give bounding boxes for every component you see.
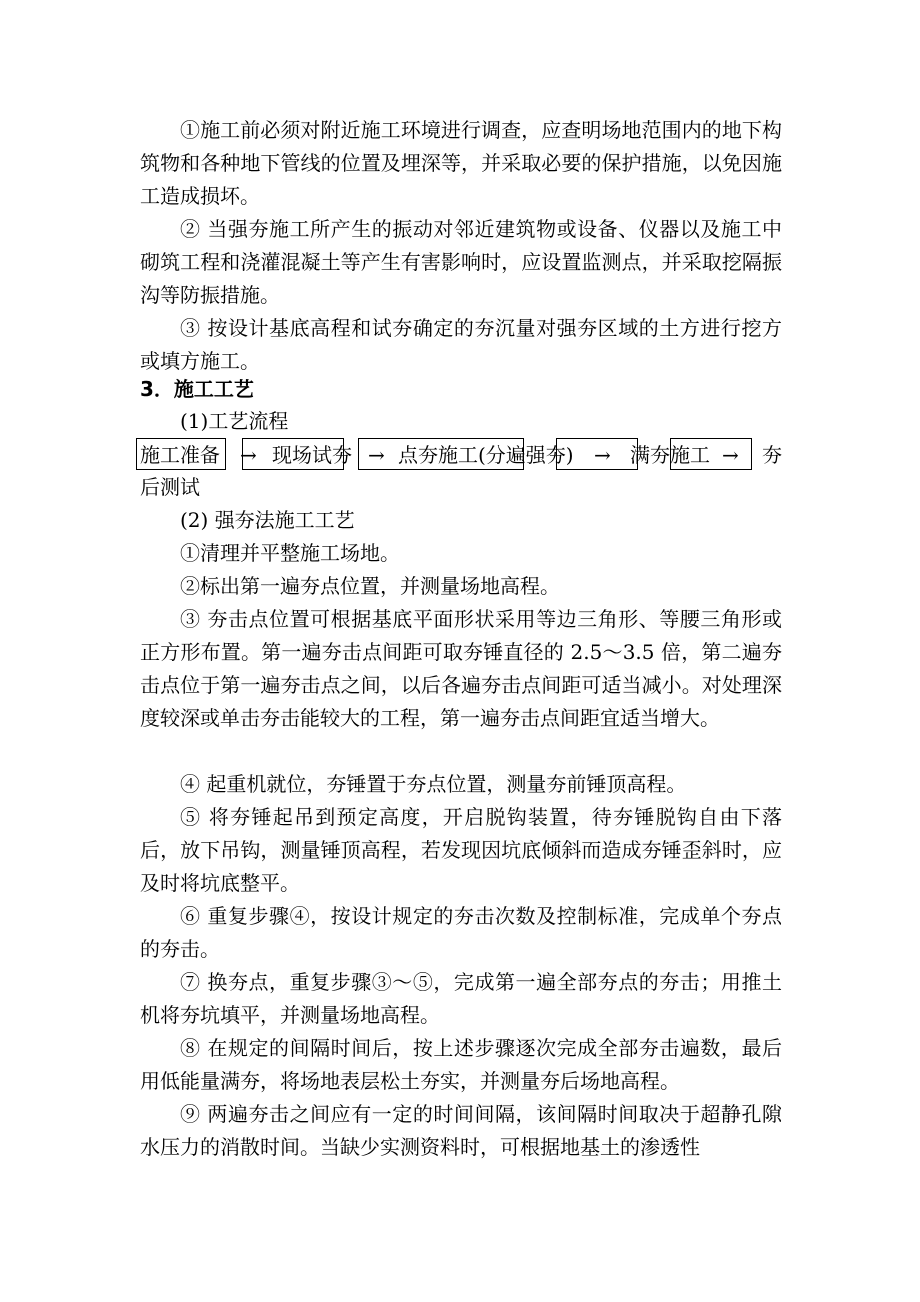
flow-step-after-test: 夯 xyxy=(762,443,782,467)
subsection-dynamic-compaction-title: (2) 强夯法施工工艺 xyxy=(180,508,355,532)
flow-step-preparation: 施工准备 xyxy=(140,443,220,467)
paragraph-earthwork: ③ 按设计基底高程和试夯确定的夯沉量对强夯区域的土方进行挖方或填方施工。 xyxy=(140,316,782,373)
section-heading: 3．施工工艺 xyxy=(140,377,254,401)
step-3: ③ 夯击点位置可根据基底平面形状采用等边三角形、等腰三角形或正方形布置。第一遍夯击点间距可取夯锤直径的 2.5～3.5 倍，第二遍夯击点位于第一遍夯击点之间，以后各遍夯击点间距可适当减小。对处理深度较深或单击夯击能较大的工程，第一遍夯击点间距宜适当增大。 xyxy=(140,607,782,730)
paragraph-survey: ①施工前必须对附近施工环境进行调查，应查明场地范围内的地下构筑物和各种地下管线的位置及埋深等，并采取必要的保护措施，以免因施工造成损坏。 xyxy=(140,118,782,208)
step-7: ⑦ 换夯点，重复步骤③～⑤，完成第一遍全部夯点的夯击；用推土机将夯坑填平，并测量场地高程。 xyxy=(140,970,782,1027)
flow-step-after-test-cont: 后测试 xyxy=(140,475,200,499)
flow-arrow-1: → xyxy=(240,443,257,467)
step-6: ⑥ 重复步骤④，按设计规定的夯击次数及控制标准，完成单个夯点的夯击。 xyxy=(140,904,782,961)
process-flow-diagram xyxy=(136,438,786,472)
paragraph-vibration: ② 当强夯施工所产生的振动对邻近建筑物或设备、仪器以及施工中砌筑工程和浇灌混凝土等产生有害影响时，应设置监测点，并采取挖隔振沟等防振措施。 xyxy=(140,217,782,307)
flow-arrow-3: → xyxy=(594,443,611,467)
flow-step-trial-tamping: 现场试夯 xyxy=(272,443,352,467)
flow-arrow-4: → xyxy=(722,443,739,467)
step-4: ④ 起重机就位，夯锤置于夯点位置，测量夯前锤顶高程。 xyxy=(180,772,687,796)
step-8: ⑧ 在规定的间隔时间后，按上述步骤逐次完成全部夯击遍数，最后用低能量满夯，将场地表层松土夯实，并测量夯后场地高程。 xyxy=(140,1036,782,1093)
flow-step-point-tamping: 点夯施工(分遍强夯) xyxy=(398,443,574,467)
step-9: ⑨ 两遍夯击之间应有一定的时间间隔，该间隔时间取决于超静孔隙水压力的消散时间。当缺少实测资料时，可根据地基土的渗透性 xyxy=(140,1102,782,1159)
flow-box-after-test xyxy=(670,438,752,470)
flow-arrow-2: → xyxy=(368,443,385,467)
step-5: ⑤ 将夯锤起吊到预定高度，开启脱钩装置，待夯锤脱钩自由下落后，放下吊钩，测量锤顶高程，若发现因坑底倾斜而造成夯锤歪斜时，应及时将坑底整平。 xyxy=(140,805,782,895)
step-1: ①清理并平整施工场地。 xyxy=(180,541,400,565)
step-2: ②标出第一遍夯点位置，并测量场地高程。 xyxy=(180,574,560,598)
flow-step-full-tamping: 满夯施工 xyxy=(630,443,710,467)
subsection-process-flow-title: (1)工艺流程 xyxy=(180,409,289,433)
